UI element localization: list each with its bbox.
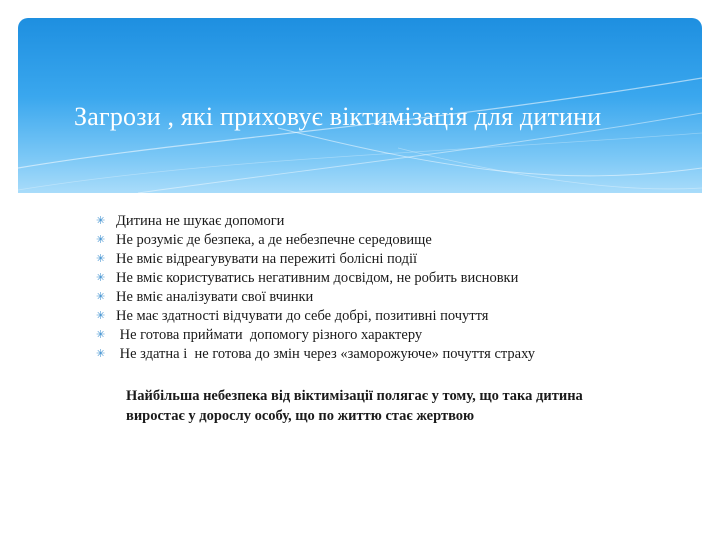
asterisk-bullet-icon: ✳	[96, 253, 106, 265]
list-item: ✳ Не вміє аналізувати свої вчинки	[96, 289, 314, 305]
asterisk-bullet-icon: ✳	[96, 348, 106, 360]
list-item: ✳ Не вміє відреагувувати на пережиті болісні події	[96, 251, 418, 267]
list-item: ✳ Не готова приймати допомогу різного характеру	[96, 327, 423, 343]
list-item: ✳ Не має здатності відчувати до себе добрі, позитивні почуття	[96, 308, 489, 324]
slide-title: Загрози , які приховує віктимізація для дитини	[74, 102, 602, 131]
asterisk-bullet-icon: ✳	[96, 272, 106, 284]
asterisk-bullet-icon: ✳	[96, 291, 106, 303]
conclusion-text	[126, 386, 666, 426]
conclusion-line-2: виростає у дорослу особу, що по життю стає жертвою	[126, 408, 475, 424]
conclusion-line-1: Найбільша небезпека від віктимізації полягає у тому, що така дитина	[126, 388, 583, 404]
list-item: ✳ Не вміє користуватись негативним досвідом, не робить висновки	[96, 270, 519, 286]
asterisk-bullet-icon: ✳	[96, 310, 106, 322]
asterisk-bullet-icon: ✳	[96, 215, 106, 227]
list-item: ✳ Не розуміє де безпека, а де небезпечне середовище	[96, 232, 432, 248]
asterisk-bullet-icon: ✳	[96, 329, 106, 341]
bullet-list	[96, 212, 535, 364]
asterisk-bullet-icon: ✳	[96, 234, 106, 246]
list-item: ✳ Не здатна і не готова до змін через «заморожуюче» почуття страху	[96, 346, 536, 362]
list-item: ✳ Дитина не шукає допомоги	[96, 213, 285, 229]
title-banner	[18, 18, 702, 193]
